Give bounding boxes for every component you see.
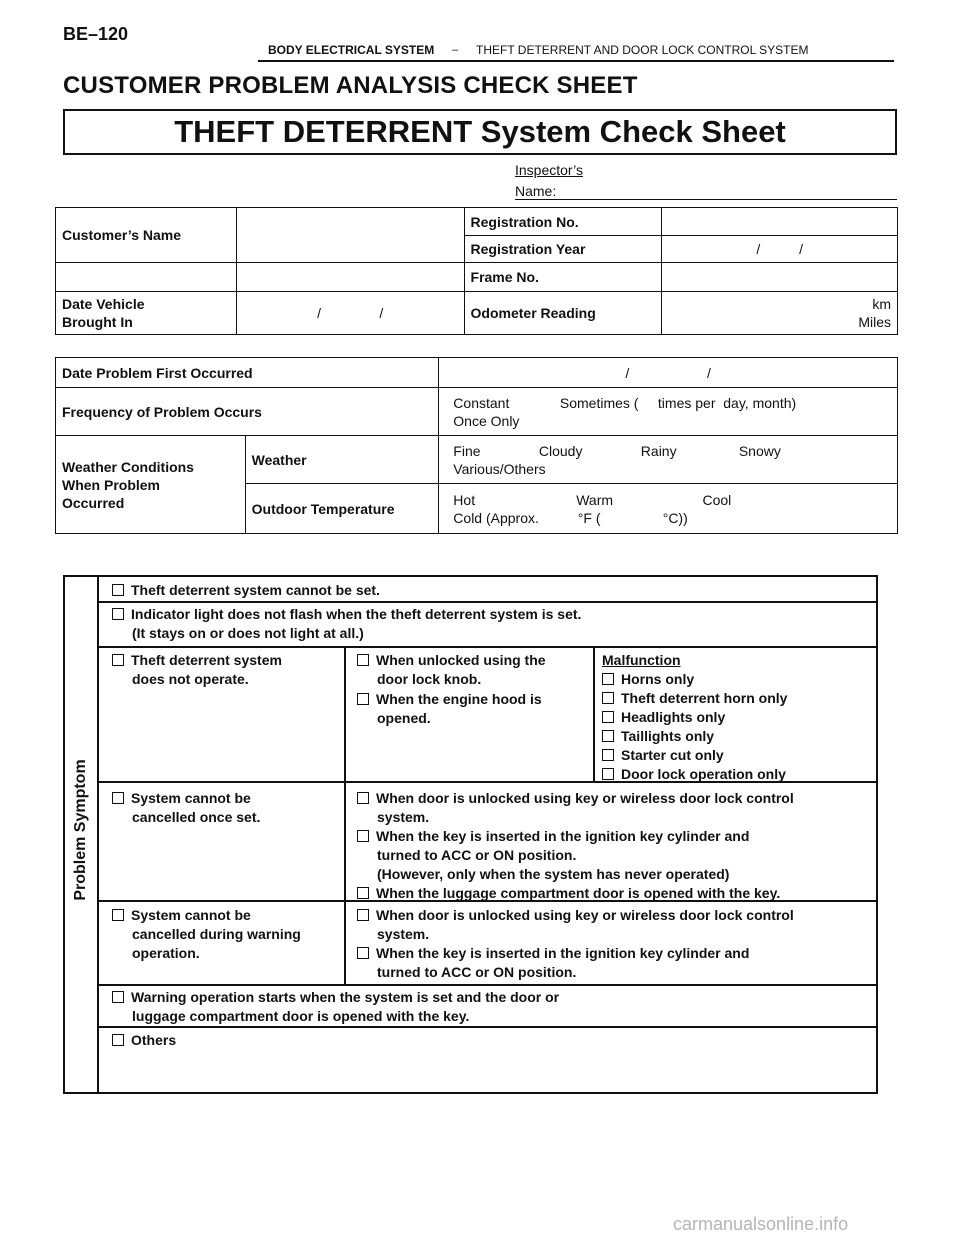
malfunction-door-lock[interactable]: Door lock operation only bbox=[602, 765, 787, 784]
blank-cell bbox=[236, 263, 464, 292]
registration-year-field[interactable]: / / bbox=[662, 236, 898, 263]
symptom-others[interactable]: Others bbox=[112, 1031, 176, 1050]
symptom-cannot-cancel[interactable]: System cannot be cancelled once set. bbox=[112, 789, 260, 827]
malfunction-horns[interactable]: Horns only bbox=[602, 670, 787, 689]
check-sheet-banner: THEFT DETERRENT System Check Sheet bbox=[63, 109, 897, 155]
checkbox[interactable] bbox=[112, 654, 124, 666]
checkbox[interactable] bbox=[357, 654, 369, 666]
symptom-cannot-cancel-warning[interactable]: System cannot be cancelled during warning operation. bbox=[112, 906, 301, 963]
row-divider bbox=[99, 601, 878, 603]
weather-options-line2[interactable]: Various/Others bbox=[453, 460, 546, 477]
customer-name-label: Customer’s Name bbox=[56, 208, 237, 263]
symptom-cannot-set[interactable]: Theft deterrent system cannot be set. bbox=[112, 581, 380, 600]
checkbox[interactable] bbox=[357, 693, 369, 705]
header-separator: – bbox=[452, 44, 459, 56]
warning-cancel-conditions: When door is unlocked using key or wireless door lock control system. When the key is inserted in the ignition key cylinder and turned to ACC or ON position. bbox=[357, 906, 794, 982]
condition-wireless-unlock-warning[interactable]: When door is unlocked using key or wireless door lock control bbox=[357, 906, 794, 925]
date-brought-in-line2: Brought In bbox=[62, 314, 133, 330]
date-brought-in-field[interactable]: / / bbox=[236, 292, 464, 335]
malfunction-headlights[interactable]: Headlights only bbox=[602, 708, 787, 727]
customer-info-table bbox=[55, 207, 898, 335]
miles-unit: Miles bbox=[858, 314, 891, 330]
checkbox[interactable] bbox=[112, 909, 124, 921]
inspector-label-line1: Inspector’s bbox=[515, 162, 583, 178]
malfunction-theft-horn[interactable]: Theft deterrent horn only bbox=[602, 689, 787, 708]
symptom-does-not-operate[interactable]: Theft deterrent system does not operate. bbox=[112, 651, 282, 689]
registration-no-field[interactable] bbox=[662, 208, 898, 236]
frequency-options-line1[interactable]: Constant Sometimes ( times per day, month) bbox=[453, 394, 797, 411]
weather-label: Weather bbox=[245, 436, 439, 484]
odometer-label: Odometer Reading bbox=[464, 292, 662, 335]
header-rule bbox=[258, 60, 894, 62]
condition-key-ignition-warning[interactable]: When the key is inserted in the ignition key cylinder and bbox=[357, 944, 794, 963]
frequency-options bbox=[439, 388, 898, 436]
malfunction-heading: Malfunction bbox=[602, 652, 681, 668]
date-first-field[interactable]: / / bbox=[439, 358, 898, 388]
checkbox[interactable] bbox=[112, 608, 124, 620]
checkbox[interactable] bbox=[112, 991, 124, 1003]
problem-info-table bbox=[55, 357, 898, 534]
symptom-indicator-light[interactable]: Indicator light does not flash when the theft deterrent system is set. (It stays on or does not light at all.) bbox=[112, 605, 581, 643]
checkbox[interactable] bbox=[112, 792, 124, 804]
condition-wireless-unlock[interactable]: When door is unlocked using key or wireless door lock control bbox=[357, 789, 794, 808]
condition-engine-hood[interactable]: When the engine hood is opened. bbox=[357, 690, 542, 728]
date-first-label: Date Problem First Occurred bbox=[56, 358, 439, 388]
system-name: BODY ELECTRICAL SYSTEM bbox=[268, 43, 435, 57]
condition-key-ignition[interactable]: When the key is inserted in the ignition key cylinder and bbox=[357, 827, 794, 846]
frame-no-field[interactable] bbox=[662, 263, 898, 292]
weather-options-line1[interactable]: Fine Cloudy Rainy Snowy bbox=[453, 442, 781, 459]
outdoor-temp-label: Outdoor Temperature bbox=[245, 484, 439, 534]
subsystem-name: THEFT DETERRENT AND DOOR LOCK CONTROL SYSTEM bbox=[476, 43, 809, 57]
malfunction-list bbox=[602, 651, 787, 784]
watermark: carmanualsonline.info bbox=[673, 1214, 849, 1234]
weather-options bbox=[439, 436, 898, 484]
weather-conditions-line1: Weather Conditions bbox=[62, 458, 194, 475]
customer-name-field[interactable] bbox=[236, 208, 464, 263]
frequency-options-line2[interactable]: Once Only bbox=[453, 412, 520, 429]
date-brought-in-label bbox=[56, 292, 237, 335]
col-divider bbox=[593, 646, 595, 781]
registration-no-label: Registration No. bbox=[464, 208, 662, 236]
odometer-field[interactable] bbox=[662, 292, 898, 335]
registration-year-label: Registration Year bbox=[464, 236, 662, 263]
col-divider bbox=[344, 646, 346, 984]
date-brought-in-line1: Date Vehicle bbox=[62, 296, 145, 312]
weather-conditions-line2: When Problem bbox=[62, 476, 161, 493]
malfunction-taillights[interactable]: Taillights only bbox=[602, 727, 787, 746]
row-divider bbox=[99, 646, 878, 648]
frequency-label: Frequency of Problem Occurs bbox=[56, 388, 439, 436]
cancel-conditions: When door is unlocked using key or wireless door lock control system. When the key is inserted in the ignition key cylinder and turned to ACC or ON position. (However, only when the system has never operated) When the luggage compartment door is opened with the key. bbox=[357, 789, 794, 903]
page-number: BE–120 bbox=[63, 24, 129, 44]
checkbox[interactable] bbox=[112, 1034, 124, 1046]
checkbox[interactable] bbox=[112, 584, 124, 596]
temp-options-line2[interactable]: Cold (Approx. °F ( °C)) bbox=[453, 509, 688, 526]
row-divider bbox=[99, 1026, 878, 1028]
weather-conditions-line3: Occurred bbox=[62, 494, 125, 511]
frame-no-label: Frame No. bbox=[464, 263, 662, 292]
symptom-warning-starts[interactable]: Warning operation starts when the system is set and the door or luggage compartment door is opened with the key. bbox=[112, 988, 559, 1026]
weather-conditions-label bbox=[56, 436, 246, 534]
condition-door-lock-knob[interactable]: When unlocked using the door lock knob. bbox=[357, 651, 546, 689]
km-unit: km bbox=[872, 296, 891, 312]
temp-options bbox=[439, 484, 898, 534]
condition-luggage-door[interactable]: When the luggage compartment door is opened with the key. bbox=[357, 884, 794, 903]
temp-options-line1[interactable]: Hot Warm Cool bbox=[453, 491, 732, 508]
blank-cell bbox=[56, 263, 237, 292]
row-divider bbox=[99, 984, 878, 986]
inspector-name-field[interactable] bbox=[515, 199, 897, 200]
page-title: CUSTOMER PROBLEM ANALYSIS CHECK SHEET bbox=[63, 72, 638, 99]
inspector-label-line2: Name: bbox=[515, 183, 557, 199]
malfunction-starter-cut[interactable]: Starter cut only bbox=[602, 746, 787, 765]
problem-symptom-label: Problem Symptom bbox=[72, 759, 89, 901]
